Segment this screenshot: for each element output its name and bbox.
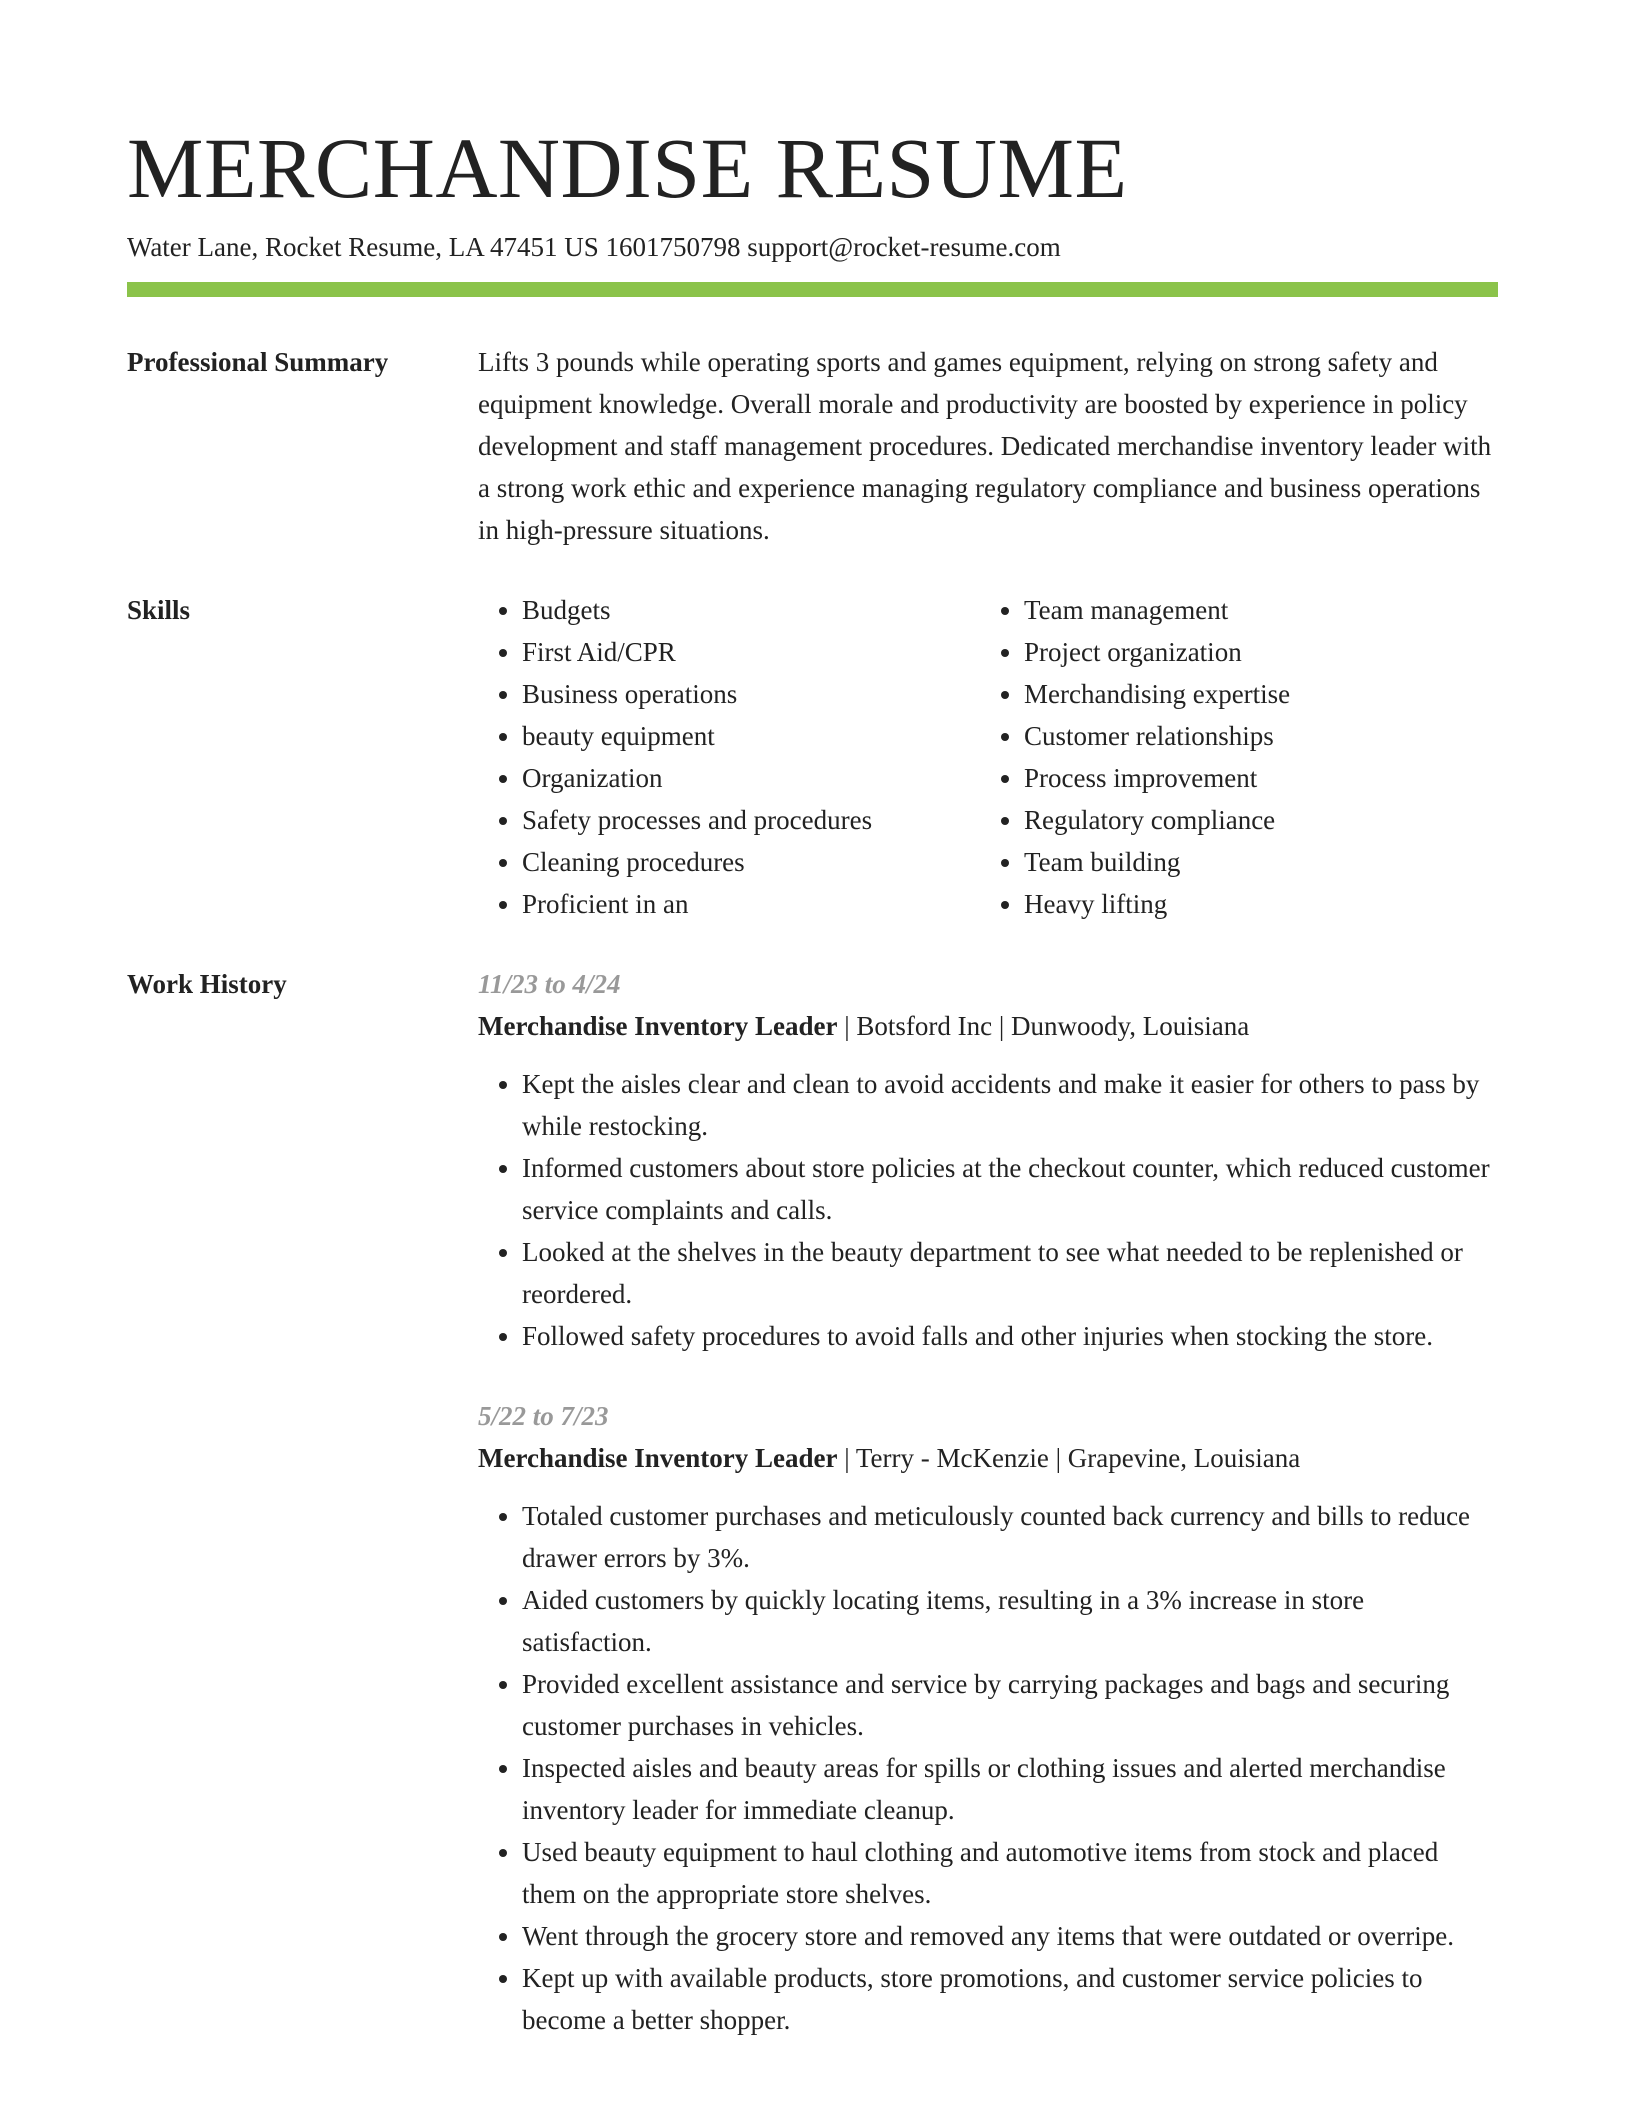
resume-name: MERCHANDISE RESUME: [127, 120, 1128, 216]
work-history-section: [127, 971, 1498, 2041]
job-title-line: [478, 1437, 1498, 1479]
summary-section: [127, 349, 1498, 551]
summary-text: Lifts 3 pounds while operating sports and games equipment, relying on strong safety and equipment knowledge. Overall morale and productivity are boosted by experience in policy development and staff management procedures. Dedicated merchandise inventory leader with a strong work ethic and experience managing regulatory compliance and business operations in high-pressure situations.: [478, 347, 1492, 545]
skill-item: • Team management: [1024, 589, 1494, 631]
skill-item: • Cleaning procedures: [522, 841, 980, 883]
skills-column-2: [980, 589, 1494, 925]
job-bullet: • Went through the grocery store and removed any items that were outdated or overripe.: [522, 1915, 1498, 1957]
summary-heading: Professional Summary: [127, 347, 389, 377]
skill-item: • Customer relationships: [1024, 715, 1494, 757]
skill-item: • Team building: [1024, 841, 1494, 883]
skill-item: • Project organization: [1024, 631, 1494, 673]
skill-item: • Process improvement: [1024, 757, 1494, 799]
skill-item: • beauty equipment: [522, 715, 980, 757]
job-title: Merchandise Inventory Leader: [478, 1443, 838, 1473]
skill-item: • Organization: [522, 757, 980, 799]
skill-item: • Proficient in an: [522, 883, 980, 925]
skill-item: • Budgets: [522, 589, 980, 631]
job-bullet: • Kept up with available products, store promotions, and customer service policies to become a better shopper.: [522, 1957, 1498, 2041]
job-bullets: [478, 1063, 1498, 1357]
job-entry: [478, 1395, 1498, 2041]
job-entry: [478, 963, 1498, 1357]
job-bullet: • Provided excellent assistance and service by carrying packages and bags and securing customer purchases in vehicles.: [522, 1663, 1498, 1747]
job-employer-location: | Botsford Inc | Dunwoody, Louisiana: [837, 1011, 1250, 1041]
resume-page: [127, 118, 1498, 2041]
job-dates: 5/22 to 7/23: [478, 1401, 609, 1431]
skills-section: [127, 597, 1498, 925]
skills-heading: Skills: [127, 595, 191, 625]
skill-item: • Safety processes and procedures: [522, 799, 980, 841]
skill-item: • First Aid/CPR: [522, 631, 980, 673]
work-history-heading: Work History: [127, 969, 287, 999]
job-bullet: • Informed customers about store policies at the checkout counter, which reduced customer service complaints and calls.: [522, 1147, 1498, 1231]
work-history-body: [478, 963, 1498, 2041]
job-bullet: • Aided customers by quickly locating items, resulting in a 3% increase in store satisfaction.: [522, 1579, 1498, 1663]
job-bullet: • Looked at the shelves in the beauty department to see what needed to be replenished or reordered.: [522, 1231, 1498, 1315]
job-title-line: [478, 1005, 1498, 1047]
job-employer-location: | Terry - McKenzie | Grapevine, Louisiana: [837, 1443, 1301, 1473]
job-bullet: • Totaled customer purchases and meticulously counted back currency and bills to reduce drawer errors by 3%.: [522, 1495, 1498, 1579]
job-bullet: • Used beauty equipment to haul clothing and automotive items from stock and placed them on the appropriate store shelves.: [522, 1831, 1498, 1915]
summary-body: [478, 341, 1498, 551]
job-bullets: [478, 1495, 1498, 2041]
skill-item: • Merchandising expertise: [1024, 673, 1494, 715]
skill-item: • Regulatory compliance: [1024, 799, 1494, 841]
skill-item: • Business operations: [522, 673, 980, 715]
skill-item: • Heavy lifting: [1024, 883, 1494, 925]
job-bullet: • Kept the aisles clear and clean to avoid accidents and make it easier for others to pass by while restocking.: [522, 1063, 1498, 1147]
accent-divider: [127, 282, 1498, 297]
skills-body: [478, 589, 1498, 925]
job-dates: 11/23 to 4/24: [478, 969, 621, 999]
contact-line: Water Lane, Rocket Resume, LA 47451 US 1601750798 support@rocket-resume.com: [127, 232, 1061, 262]
skills-column-1: [478, 589, 980, 925]
job-bullet: • Followed safety procedures to avoid falls and other injuries when stocking the store.: [522, 1315, 1498, 1357]
job-bullet: • Inspected aisles and beauty areas for spills or clothing issues and alerted merchandise inventory leader for immediate cleanup.: [522, 1747, 1498, 1831]
job-title: Merchandise Inventory Leader: [478, 1011, 838, 1041]
